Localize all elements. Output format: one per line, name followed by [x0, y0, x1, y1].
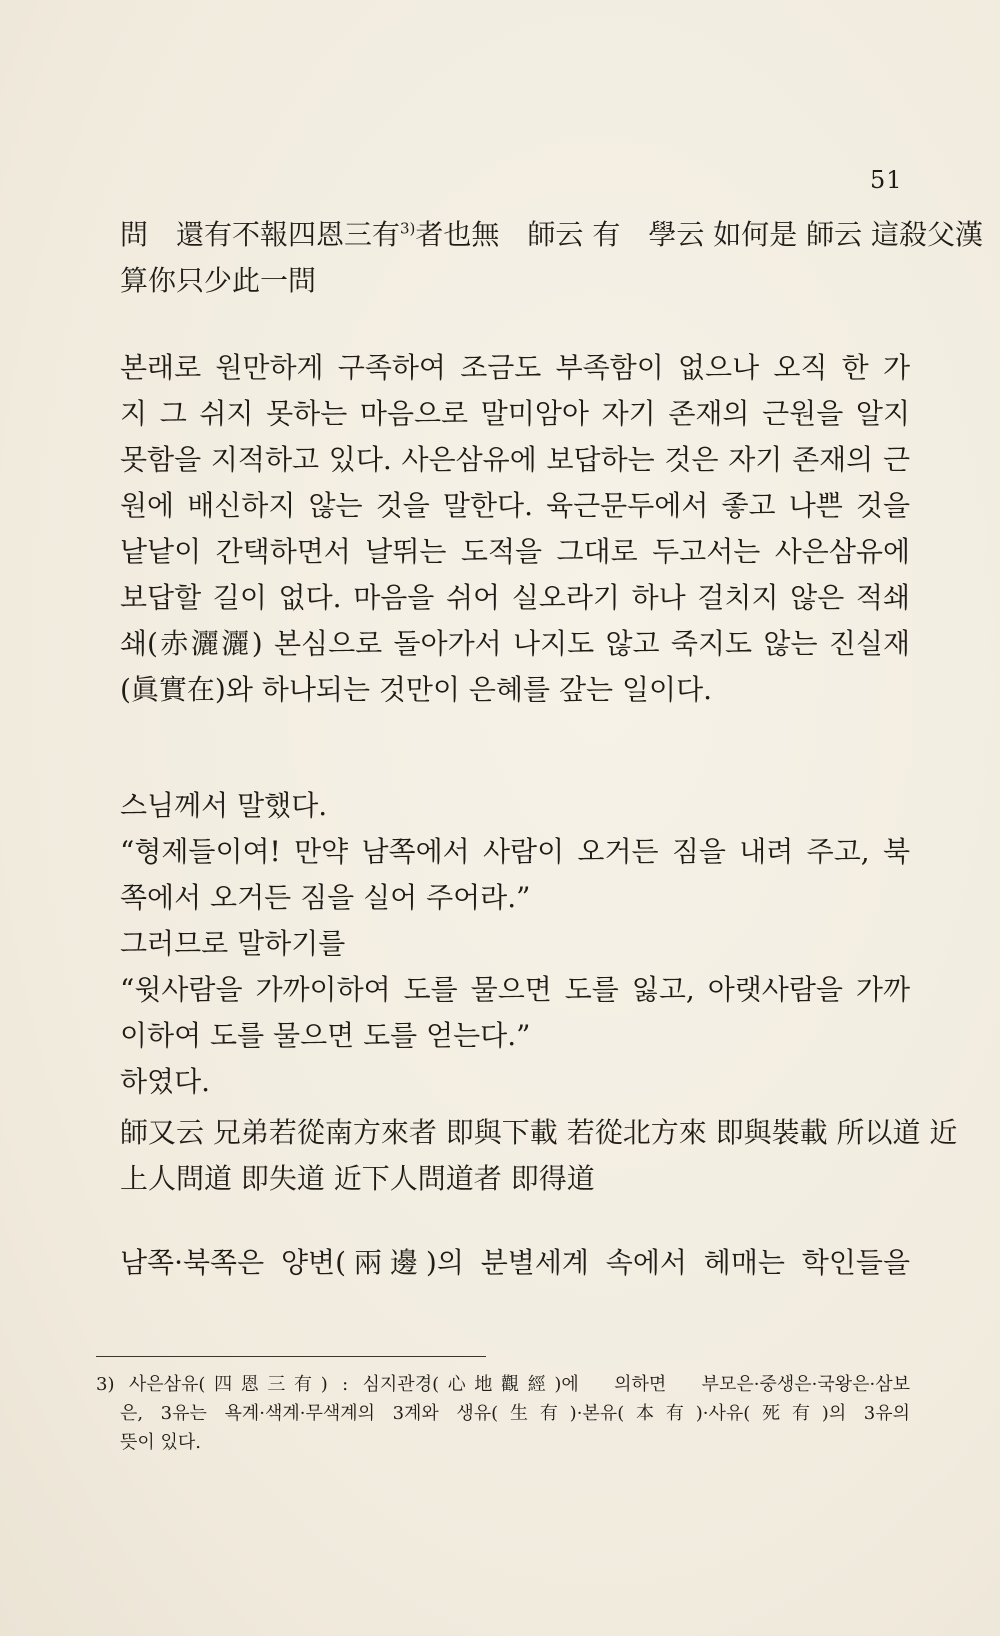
para-1-line-3: 못함을 지적하고 있다. 사은삼유에 보답하는 것은 자기 존재의 근: [120, 443, 910, 476]
footnote-line-1: 3) 사은삼유(四恩三有) : 심지관경(心地觀經)에 의하면 부모은·중생은·국왕은·삼보: [96, 1374, 910, 1395]
para-2-line-4: 그러므로 말하기를: [120, 927, 346, 960]
commentary-paragraph-2: [120, 1240, 910, 1286]
para-2-line-7: 하였다.: [120, 1065, 211, 1098]
para-2-line-1: 스님께서 말했다.: [120, 789, 328, 822]
hanmun-1-line-1-head: 問 還有不報四恩三有: [120, 218, 401, 251]
footnote-line-3: 뜻이 있다.: [120, 1432, 201, 1453]
translation-paragraph: [120, 783, 910, 1105]
footnote-line-2: 은, 3유는 욕계·색계·무색계의 3계와 생유(生有)·본유(本有)·사유(死有)의 3유의: [120, 1403, 910, 1424]
para-1-line-7: 쇄(赤灑灑) 본심으로 돌아가서 나지도 않고 죽지도 않는 진실재: [120, 627, 910, 660]
hanmun-passage-2: [120, 1110, 958, 1202]
para-1-line-5: 낱낱이 간택하면서 날뛰는 도적을 그대로 두고서는 사은삼유에: [120, 535, 910, 568]
hanmun-1-line-2: 算你只少此一問: [120, 264, 317, 297]
hanmun-1-line-1: [120, 212, 984, 258]
para-1-line-4: 원에 배신하지 않는 것을 말한다. 육근문두에서 좋고 나쁜 것을: [120, 489, 910, 522]
para-2-line-2: “형제들이여! 만약 남쪽에서 사람이 오거든 짐을 내려 주고, 북: [120, 835, 910, 868]
para-2-line-5: “윗사람을 가까이하여 도를 물으면 도를 잃고, 아랫사람을 가까: [120, 973, 910, 1006]
para-1-line-8: (眞實在)와 하나되는 것만이 은혜를 갚는 일이다.: [120, 673, 713, 706]
footnote: [96, 1370, 910, 1457]
page-number: 51: [870, 166, 903, 194]
para-2-line-3: 쪽에서 오거든 짐을 실어 주어라.”: [120, 881, 531, 914]
hanmun-1-line-1-tail: 者也無 師云 有 學云 如何是 師云 這殺父漢: [415, 218, 984, 251]
para-1-line-6: 보답할 길이 없다. 마음을 쉬어 실오라기 하나 걸치지 않은 적쇄: [120, 581, 910, 614]
para-2-line-6: 이하여 도를 물으면 도를 얻는다.”: [120, 1019, 531, 1052]
hanmun-2-line-2: 上人問道 即失道 近下人問道者 即得道: [120, 1162, 595, 1195]
hanmun-2-line-1: 師又云 兄弟若從南方來者 即與下載 若從北方來 即與裝載 所以道 近: [120, 1116, 958, 1149]
para-3-line-1: 남쪽·북쪽은 양변(兩邊)의 분별세계 속에서 헤매는 학인들을: [120, 1246, 910, 1279]
footnote-divider: [96, 1356, 486, 1357]
footnote-marker[interactable]: 3): [400, 219, 416, 238]
para-1-line-1: 본래로 원만하게 구족하여 조금도 부족함이 없으나 오직 한 가: [120, 351, 910, 384]
hanmun-passage-1: [120, 212, 984, 304]
para-1-line-2: 지 그 쉬지 못하는 마음으로 말미암아 자기 존재의 근원을 알지: [120, 397, 910, 430]
commentary-paragraph-1: [120, 345, 910, 713]
